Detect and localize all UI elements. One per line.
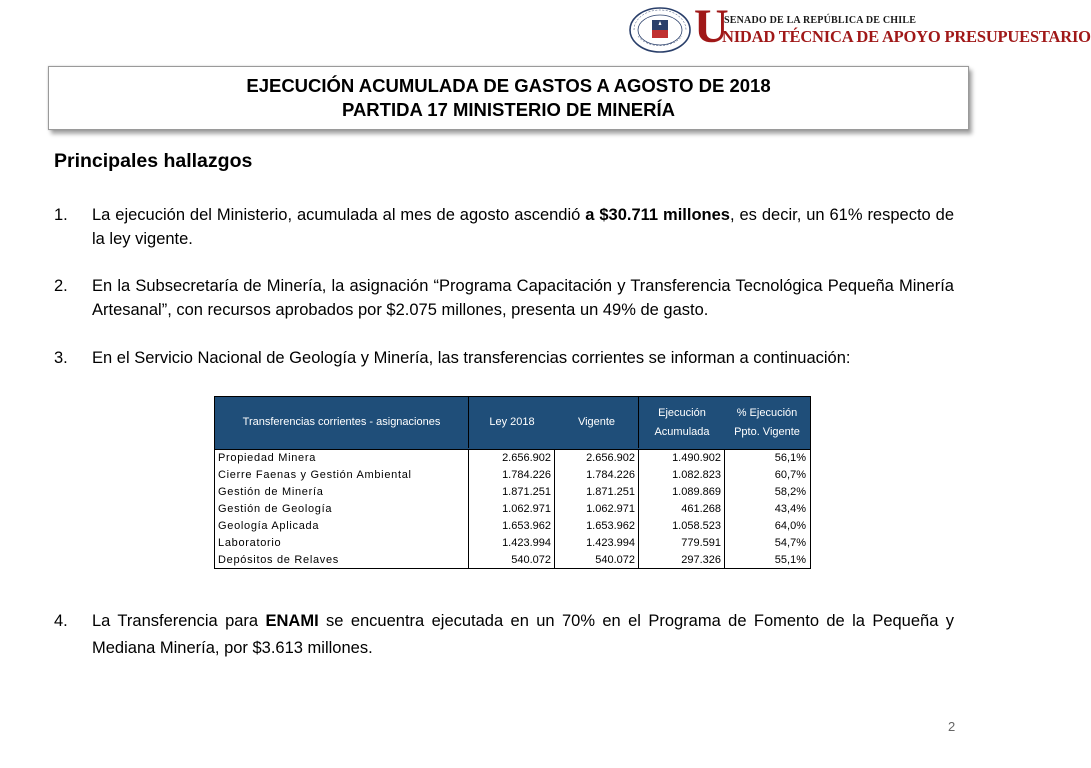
section-heading: Principales hallazgos: [54, 150, 253, 172]
table-row: [215, 552, 810, 569]
table-cell: 2.656.902: [469, 450, 555, 467]
table-cell: Gestión de Geología: [215, 501, 469, 518]
item-number: 2.: [54, 277, 68, 295]
table-cell: 1.871.251: [469, 484, 555, 501]
table-cell: 779.591: [639, 535, 725, 552]
table-header: [215, 397, 810, 450]
table-row: [215, 484, 810, 501]
table-cell: 461.268: [639, 501, 725, 518]
list-item: [54, 608, 954, 662]
table-row: [215, 467, 810, 484]
table-cell: 1.490.902: [639, 450, 725, 467]
transferencias-table: [214, 396, 811, 569]
table-cell: 540.072: [469, 552, 555, 569]
header-cell: Ejecución Acumulada: [654, 406, 710, 438]
table-row: [215, 501, 810, 518]
table-cell: 2.656.902: [555, 450, 639, 467]
list-item: [54, 274, 954, 322]
item-text: [92, 608, 954, 662]
table-cell: Propiedad Minera: [215, 450, 469, 467]
senado-seal-logo: [628, 6, 692, 54]
table-cell: 1.871.251: [555, 484, 639, 501]
table-cell: Cierre Faenas y Gestión Ambiental: [215, 467, 469, 484]
table-cell: 60,7%: [774, 469, 806, 481]
logo-line-unidad: NIDAD TÉCNICA DE APOYO PRESUPUESTARIO: [722, 27, 1091, 46]
table-cell: 58,2%: [774, 486, 806, 498]
item-number: 4.: [54, 612, 68, 630]
table-cell: 1.062.971: [469, 501, 555, 518]
table-row: [215, 518, 810, 535]
item-text: En el Servicio Nacional de Geología y Minería, las transferencias corrientes se informan a continuación:: [92, 349, 851, 367]
table-cell: Gestión de Minería: [215, 484, 469, 501]
item-text-part: La ejecución del Ministerio, acumulada al mes de agosto ascendió: [92, 206, 586, 224]
header-cell: Transferencias corrientes - asignaciones: [215, 397, 469, 448]
table-cell: Laboratorio: [215, 535, 469, 552]
list-item: [54, 203, 954, 251]
table-cell: 1.062.971: [555, 501, 639, 518]
item-text: [92, 203, 954, 251]
table-cell: 43,4%: [774, 503, 806, 515]
table-cell: 540.072: [555, 552, 639, 569]
logo-line-senado: SENADO DE LA REPÚBLICA DE CHILE: [724, 15, 917, 26]
item-number: 3.: [54, 349, 68, 367]
table-cell: 1.423.994: [555, 535, 639, 552]
table-cell: 1.784.226: [555, 467, 639, 484]
header-cell: Ley 2018: [489, 416, 535, 428]
title-box: [48, 66, 969, 130]
table-cell: 55,1%: [774, 554, 806, 566]
table-body: [215, 450, 810, 569]
table-cell: 1.423.994: [469, 535, 555, 552]
item-text-part: , es decir, un 61% respecto de la ley vigente.: [92, 206, 955, 248]
table-cell: Geología Aplicada: [215, 518, 469, 535]
logo-letter: U: [694, 0, 729, 53]
table-cell: 1.089.869: [639, 484, 725, 501]
item-text-part: se encuentra ejecutada en un 70% en el Programa de Fomento de la Pequeña y Mediana Minería, por $3.613 millones.: [92, 612, 955, 657]
table-cell: Depósitos de Relaves: [215, 552, 469, 569]
table-cell: 1.653.962: [555, 518, 639, 535]
table-cell: 1.653.962: [469, 518, 555, 535]
item-text-part: La Transferencia para: [92, 612, 266, 630]
title-line-1: EJECUCIÓN ACUMULADA DE GASTOS A AGOSTO DE 2018: [246, 75, 771, 96]
item-text: En la Subsecretaría de Minería, la asignación “Programa Capacitación y Transferencia Tecnológica Pequeña Minería Artesanal”, con recursos aprobados por $2.075 millones, presenta un 49% de gasto.: [92, 277, 954, 319]
table-row: [215, 535, 810, 552]
title-line-2: PARTIDA 17 MINISTERIO DE MINERÍA: [341, 99, 676, 120]
item-text-bold: a $30.711 millones: [585, 206, 730, 224]
table-cell: 1.082.823: [639, 467, 725, 484]
table-cell: 56,1%: [774, 452, 806, 464]
list-item: [54, 346, 954, 370]
table-cell: 297.326: [639, 552, 725, 569]
table-cell: 64,0%: [774, 520, 806, 532]
item-text-bold: ENAMI: [265, 612, 319, 630]
table-cell: 1.784.226: [469, 467, 555, 484]
table-cell: 54,7%: [774, 537, 806, 549]
item-number: 1.: [54, 206, 68, 224]
table-cell: 1.058.523: [639, 518, 725, 535]
header-cell: Vigente: [555, 397, 639, 448]
table-row: [215, 450, 810, 467]
page-number: 2: [948, 719, 956, 734]
header-cell: % Ejecución Ppto. Vigente: [734, 406, 800, 438]
